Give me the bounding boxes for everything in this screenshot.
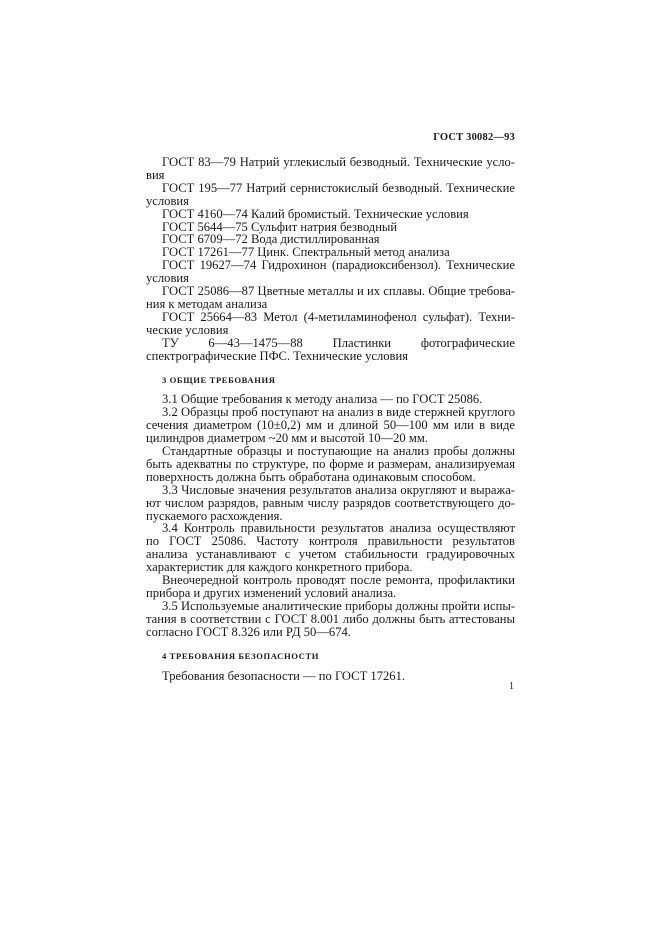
- reference-item: ГОСТ 195—77 Натрий сернистокислый безводный. Технические условия: [146, 180, 515, 208]
- paragraph: Требования безопасности — по ГОСТ 17261.: [162, 668, 406, 683]
- paragraph: 3.3 Числовые значения результатов анализа округляют и выражают числом разрядов, равным числу разрядов соответствующего допускаемого расхождения.: [146, 482, 515, 523]
- reference-item: ГОСТ 25086—87 Цветные металлы и их сплавы. Общие требования к методам анализа: [146, 284, 515, 311]
- paragraph: Внеочередной контроль проводят после ремонта, профилактики прибора и других изменений условий анализа.: [146, 573, 515, 600]
- page-number: 1: [509, 681, 514, 692]
- normative-references-list: [146, 156, 515, 363]
- reference-item: ГОСТ 4160—74 Калий бромистый. Технические условия: [162, 206, 469, 221]
- reference-item: ГОСТ 25664—83 Метол (4-метиламинофенол сульфат). Технические условия: [146, 309, 515, 337]
- paragraph: Стандартные образцы и поступающие на анализ пробы должны быть адекватны по структуре, по форме и размерам, анализируемая поверхность должна быть обработана одинаковым способом.: [146, 444, 515, 484]
- reference-item: ГОСТ 19627—74 Гидрохинон (парадиоксибензол). Технические условия: [146, 258, 515, 286]
- paragraph: 3.5 Используемые аналитические приборы должны пройти испытания в соответствии с ГОСТ 8.001 либо должны быть аттестованы согласно ГОСТ 8.326 или РД 50—674.: [146, 598, 515, 639]
- section-heading-safety-requirements: 4 ТРЕБОВАНИЯ БЕЗОПАСНОСТИ: [162, 650, 320, 661]
- reference-item: ТУ 6—43—1475—88 Пластинки фотографические спектрографические ПФС. Технические условия: [146, 335, 515, 363]
- reference-item: ГОСТ 17261—77 Цинк. Спектральный метод анализа: [162, 245, 450, 260]
- section-heading-general-requirements: 3 ОБЩИЕ ТРЕБОВАНИЯ: [162, 374, 276, 385]
- reference-item: ГОСТ 5644—75 Сульфит натрия безводный: [162, 219, 398, 234]
- paragraph: 3.2 Образцы проб поступают на анализ в виде стержней круглого сечения диаметром (10±0,2) мм и длиной 50—100 мм или в виде цилиндров диаметром ~20 мм и высотой 10—20 мм.: [146, 405, 515, 446]
- section-safety-requirements: [146, 670, 515, 683]
- paragraph: 3.4 Контроль правильности результатов анализа осуществляют по ГОСТ 25086. Частоту контроля правильности результатов анализа устанавливают с учетом стабильности градуировочных характеристик для каждого конкретного прибора.: [146, 521, 515, 575]
- paragraph: 3.1 Общие требования к методу анализа — по ГОСТ 25086.: [162, 392, 483, 407]
- reference-item: ГОСТ 6709—72 Вода дистиллированная: [162, 232, 380, 247]
- document-code-header: ГОСТ 30082—93: [433, 132, 515, 143]
- document-body: [146, 156, 515, 682]
- section-general-requirements: [146, 393, 515, 638]
- reference-item: ГОСТ 83—79 Натрий углекислый безводный. Технические условия: [146, 155, 515, 182]
